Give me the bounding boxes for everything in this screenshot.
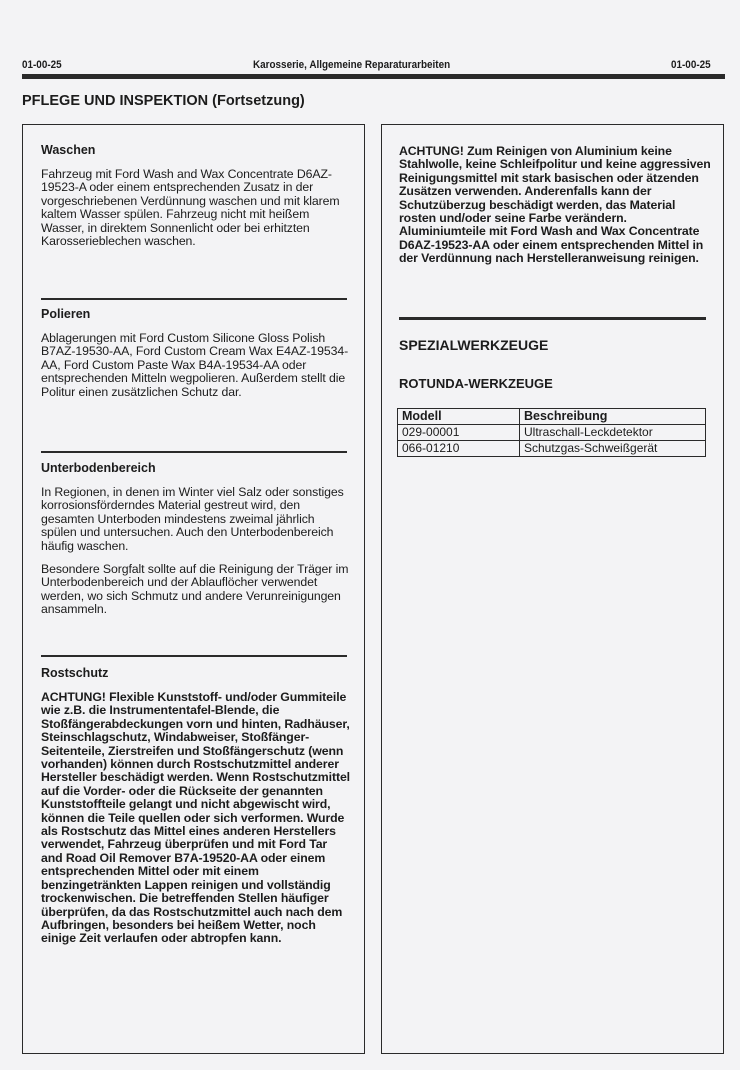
cell-model: 029-00001 xyxy=(398,425,520,441)
section-title-unterbodenbereich: Unterbodenbereich xyxy=(41,461,156,475)
right-column-box xyxy=(381,124,724,1054)
header-title: Karosserie, Allgemeine Reparaturarbeiten xyxy=(253,59,451,71)
column-header-modell: Modell xyxy=(398,409,520,425)
paragraph: Besondere Sorgfalt sollte auf die Reinigung der Träger im Unterbodenbereich und der Ablauflöcher verwendet werden, wo sich Schmutz und andere Verunreinigungen ansammeln. xyxy=(41,562,349,617)
header-section-code-left: 01-00-25 xyxy=(22,59,62,71)
section-rostschutz xyxy=(41,666,351,956)
column-header-beschreibung: Beschreibung xyxy=(520,409,706,425)
section-divider xyxy=(399,317,706,320)
page-title: PFLEGE UND INSPEKTION (Fortsetzung) xyxy=(22,93,305,109)
cell-model: 066-01210 xyxy=(398,441,520,457)
paragraph: In Regionen, in denen im Winter viel Salz oder sonstiges korrosionsförderndes Material gestreut wird, den gesamten Unterboden mindestens zweimal jährlich spülen und untersuchen. Auch den Unterbodenbereich häufig waschen. xyxy=(41,485,344,553)
cell-description: Ultraschall-Leckdetektor xyxy=(520,425,706,441)
cell-description: Schutzgas-Schweißgerät xyxy=(520,441,706,457)
header-section-code-right: 01-00-25 xyxy=(671,59,711,71)
tools-table xyxy=(397,408,706,457)
section-title-waschen: Waschen xyxy=(41,143,96,157)
section-divider xyxy=(41,655,347,657)
warning-paragraph: ACHTUNG! Flexible Kunststoff- und/oder Gummiteile wie z.B. die Instrumententafel-Blende, die Stoßfängerabdeckungen vorn und hinten, Radhäuser, Steinschlagschutz, Windabweiser, Stoßfänger-Seitenteile, Zierstreifen und Stoßfängerschutz (wenn vorhanden) können durch Rostschutzmittel anderer Hersteller beschädigt werden. Wenn Rostschutzmittel auf die Vorder- oder die Rückseite der genannten Kunststoffteile gelangt und nicht abgewischt wird, können die Teile quellen oder sich verformen. Wurde als Rostschutz das Mittel eines anderen Herstellers verwendet, Fahrzeug überprüfen und mit Ford Tar and Road Oil Remover B7A-19520-AA oder einem entsprechenden Mittel oder mit einem benzingetränkten Lappen reinigen und vollständig trockenwischen. Die betreffenden Stellen häufiger überprüfen, da das Rostschutzmittel auch nach dem Aufbringen, besonders bei heißem Wetter, noch einige Zeit verlaufen oder abtropfen kann. xyxy=(41,690,350,946)
rotunda-tools-heading: ROTUNDA-WERKZEUGE xyxy=(399,376,553,391)
section-polieren xyxy=(41,307,351,409)
section-divider xyxy=(41,298,347,300)
table-row xyxy=(398,425,706,441)
special-tools-heading: SPEZIALWERKZEUGE xyxy=(399,337,549,353)
section-title-polieren: Polieren xyxy=(41,307,91,321)
table-header-row xyxy=(398,409,706,425)
section-divider xyxy=(41,451,347,453)
section-unterbodenbereich xyxy=(41,461,351,627)
table-row xyxy=(398,441,706,457)
section-waschen xyxy=(41,143,351,258)
header-divider xyxy=(22,74,725,79)
left-column-box xyxy=(22,124,365,1054)
paragraph: Fahrzeug mit Ford Wash and Wax Concentrate D6AZ-19523-A oder einem entsprechenden Zusatz in der vorgeschriebenen Verdünnung waschen und mit klarem kaltem Wasser spülen. Fahrzeug nicht mit heißem Wasser, in direktem Sonnenlicht oder bei erhitzten Karosserieblechen waschen. xyxy=(41,167,340,249)
warning-paragraph: ACHTUNG! Zum Reinigen von Aluminium keine Stahlwolle, keine Schleifpolitur und keine aggressiven Reinigungsmittel mit stark basischen oder ätzenden Zusätzen verwenden. Anderenfalls kann der Schutzüberzug beschädigt werden, das Material rosten und/oder seine Farbe verändern. Aluminiumteile mit Ford Wash and Wax Concentrate D6AZ-19523-AA oder einem entsprechenden Mittel in der Verdünnung nach Herstelleranweisung reinigen. xyxy=(399,144,711,266)
aluminium-warning xyxy=(399,145,711,276)
paragraph: Ablagerungen mit Ford Custom Silicone Gloss Polish B7AZ-19530-AA, Ford Custom Cream Wax E4AZ-19534-AA, Ford Custom Paste Wax B4A-19534-AA oder entsprechenden Mitteln wegpolieren. Außerdem stellt die Politur einen zusätzlichen Schutz dar. xyxy=(41,331,349,399)
section-title-rostschutz: Rostschutz xyxy=(41,666,109,680)
